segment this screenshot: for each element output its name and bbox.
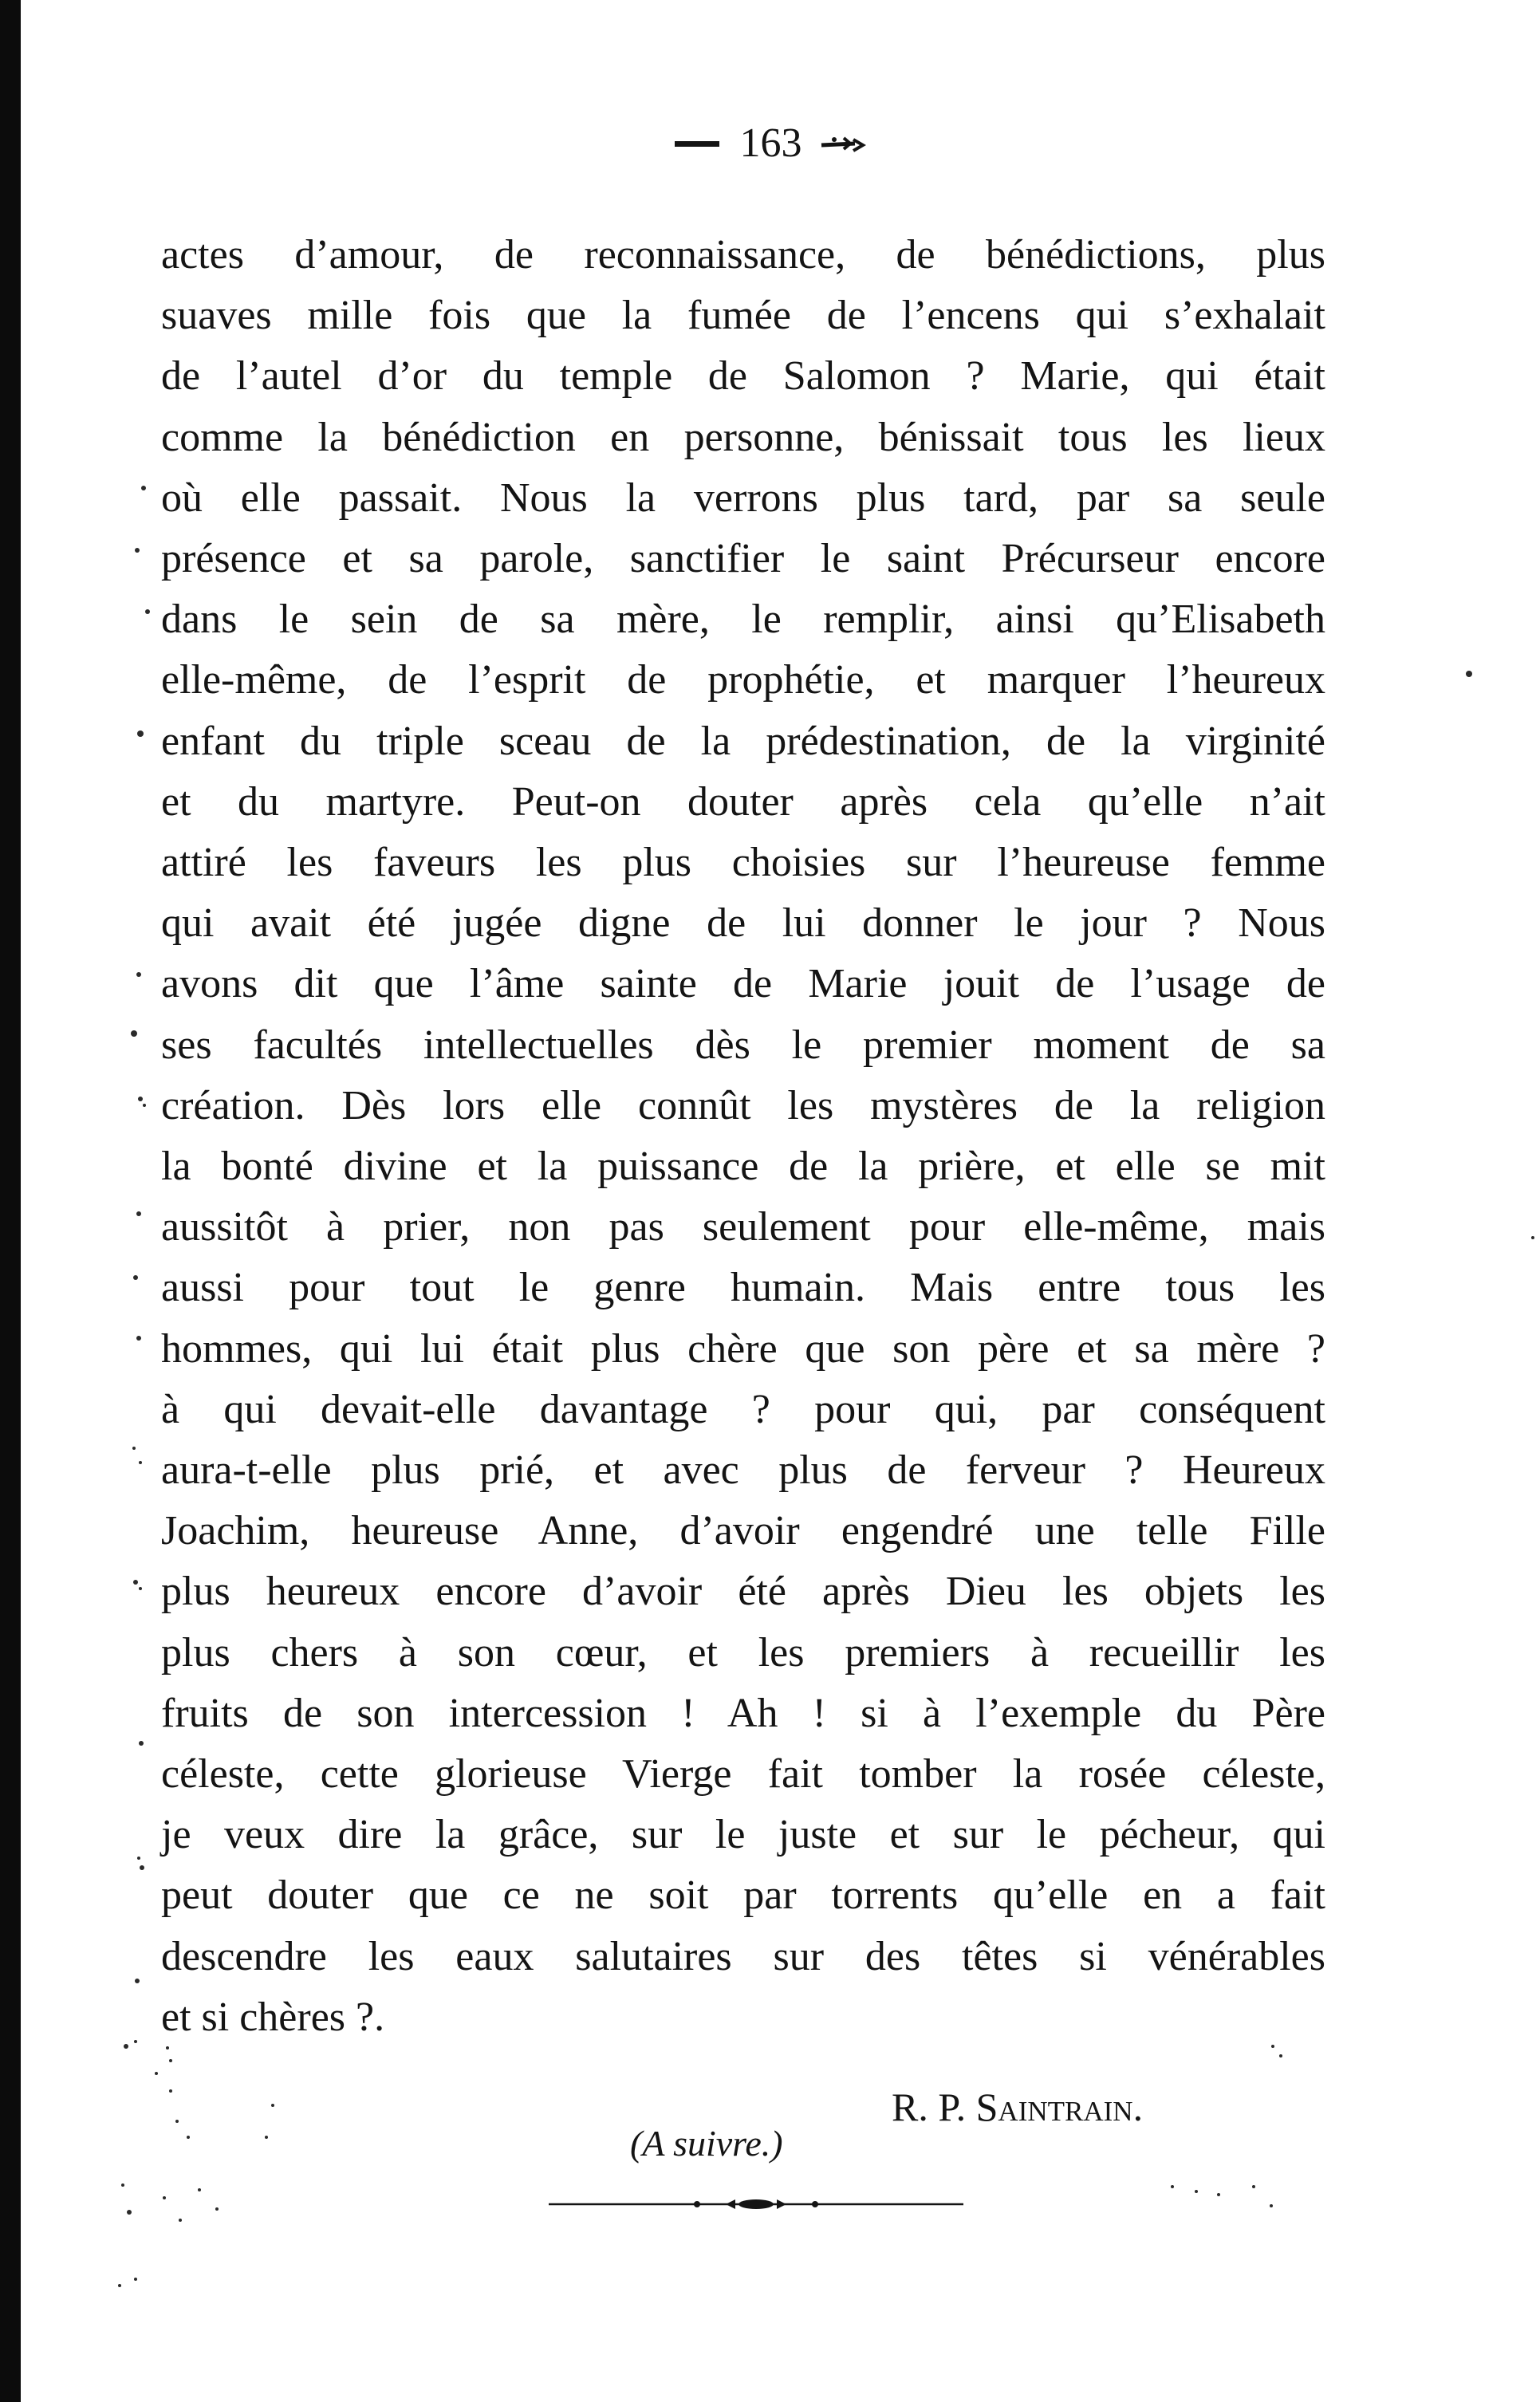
text-line: où elle passait. Nous la verrons plus tard, par sa seule bbox=[161, 474, 1325, 521]
header-fleuron-ornament bbox=[820, 135, 866, 152]
text-line: aussi pour tout le genre humain. Mais entre tous les bbox=[161, 1265, 1325, 1311]
text-line: plus chers à son cœur, et les premiers à recueillir les bbox=[161, 1629, 1325, 1675]
binding-edge bbox=[0, 0, 21, 2402]
text-line: actes d’amour, de reconnaissance, de bénédictions, plus bbox=[161, 232, 1325, 278]
text-line: céleste, cette glorieuse Vierge fait tomber la rosée céleste, bbox=[161, 1751, 1325, 1798]
text-line: aura-t-elle plus prié, et avec plus de ferveur ? Heureux bbox=[161, 1447, 1325, 1494]
text-line: attiré les faveurs les plus choisies sur l’heureuse femme bbox=[161, 840, 1325, 886]
text-line: ses facultés intellectuelles dès le premier moment de sa bbox=[161, 1022, 1325, 1068]
text-line: présence et sa parole, sanctifier le saint Précurseur encore bbox=[161, 536, 1325, 582]
text-line: avons dit que l’âme sainte de Marie jouit de l’usage de bbox=[161, 961, 1325, 1007]
signature-prefix: R. P. bbox=[892, 2085, 967, 2129]
text-line: suaves mille fois que la fumée de l’encens qui s’exhalait bbox=[161, 293, 1325, 339]
text-line: aussitôt à prier, non pas seulement pour elle-même, mais bbox=[161, 1204, 1325, 1250]
text-line: elle-même, de l’esprit de prophétie, et marquer l’heureux bbox=[161, 657, 1325, 703]
text-line: peut douter que ce ne soit par torrents qu’elle en a fait bbox=[161, 1872, 1325, 1919]
page-header bbox=[0, 118, 1540, 169]
text-line: et du martyre. Peut-on douter après cela qu’elle n’ait bbox=[161, 778, 1325, 825]
text-line: fruits de son intercession ! Ah ! si à l’exemple du Père bbox=[161, 1690, 1325, 1736]
text-line: enfant du triple sceau de la prédestination, de la virginité bbox=[161, 718, 1325, 764]
closing-ornamental-rule bbox=[549, 2195, 963, 2214]
text-line: comme la bénédiction en personne, bénissait tous les lieux bbox=[161, 414, 1325, 460]
text-line: création. Dès lors elle connût les mystères de la religion bbox=[161, 1082, 1325, 1128]
text-line: hommes, qui lui était plus chère que son père et sa mère ? bbox=[161, 1325, 1325, 1372]
body-paragraph bbox=[161, 225, 1325, 2048]
text-line: qui avait été jugée digne de lui donner le jour ? Nous bbox=[161, 900, 1325, 947]
text-line: Joachim, heureuse Anne, d’avoir engendré une telle Fille bbox=[161, 1508, 1325, 1554]
page-number: 163 bbox=[739, 120, 802, 166]
text-line: à qui devait-elle davantage ? pour qui, par conséquent bbox=[161, 1386, 1325, 1432]
author-signature bbox=[892, 2081, 1143, 2132]
text-line: de l’autel d’or du temple de Salomon ? Marie, qui était bbox=[161, 353, 1325, 400]
text-line: la bonté divine et la puissance de la prière, et elle se mit bbox=[161, 1144, 1325, 1190]
text-line: je veux dire la grâce, sur le juste et sur le pécheur, qui bbox=[161, 1812, 1325, 1858]
text-line: dans le sein de sa mère, le remplir, ainsi qu’Elisabeth bbox=[161, 597, 1325, 643]
signature-name: Saintrain. bbox=[975, 2085, 1144, 2129]
to-be-continued-note: (A suivre.) bbox=[630, 2123, 783, 2164]
text-line: et si chères ?. bbox=[161, 1994, 385, 2040]
header-dash-ornament bbox=[675, 141, 719, 147]
text-line: descendre les eaux salutaires sur des têtes si vénérables bbox=[161, 1933, 1325, 1979]
text-line: plus heureux encore d’avoir été après Dieu les objets les bbox=[161, 1569, 1325, 1615]
